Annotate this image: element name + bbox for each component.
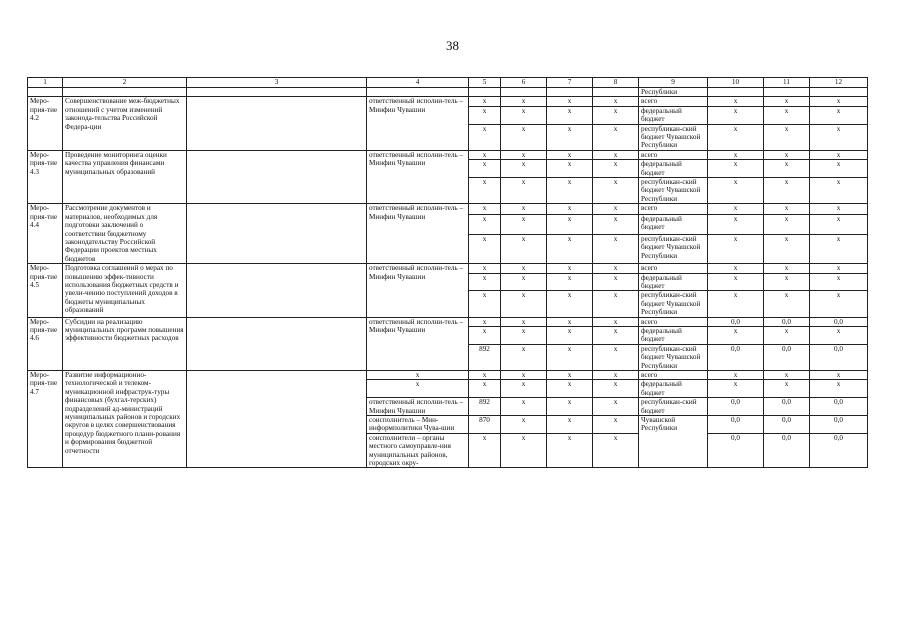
value-cell: x [593, 398, 639, 416]
empty-cell [63, 88, 187, 97]
source-cell: всего [639, 150, 708, 159]
empty-cell [593, 88, 639, 97]
value-cell: x [593, 344, 639, 370]
value-cell: x [708, 264, 764, 273]
value-cell: x [810, 273, 868, 291]
value-cell: x [547, 317, 593, 326]
source-cell: федеральный бюджет [639, 273, 708, 291]
value-cell: x [593, 106, 639, 124]
value-cell: x [593, 178, 639, 204]
value-cell: x [469, 317, 501, 326]
empty-cell [367, 88, 469, 97]
co-executor: соисполнитель – Мин-информполитики Чува-шии [367, 416, 469, 434]
measure-code: Меро-прия-тие 4.3 [28, 150, 63, 203]
empty-cell [187, 264, 367, 317]
value-cell: x [469, 214, 501, 234]
value-cell: x [810, 380, 868, 398]
value-cell: x [593, 380, 639, 398]
empty-cell [187, 88, 367, 97]
budget-code: 892 [469, 398, 501, 416]
empty-cell [708, 88, 764, 97]
value-cell: 0,0 [764, 317, 810, 326]
value-cell: x [764, 97, 810, 106]
value-cell: x [501, 214, 547, 234]
value-cell: x [367, 371, 469, 380]
value-cell: x [501, 398, 547, 416]
value-cell: 0,0 [708, 398, 764, 416]
value-cell: x [708, 204, 764, 215]
value-cell: x [708, 160, 764, 178]
source-cell: республикан-ский бюджет Чувашской Республики [639, 291, 708, 317]
value-cell: x [708, 106, 764, 124]
responsible-executor: ответственный исполни-тель – Минфин Чувашии [367, 317, 469, 370]
table-row [28, 317, 868, 326]
responsible-executor: ответственный исполни-тель – Минфин Чувашии [367, 97, 469, 150]
value-cell: x [593, 317, 639, 326]
col-header: 2 [63, 78, 187, 88]
value-cell: x [501, 317, 547, 326]
value-cell: x [708, 124, 764, 150]
measure-code: Меро-прия-тие 4.4 [28, 204, 63, 264]
value-cell: 0,0 [708, 416, 764, 434]
value-cell: 0,0 [764, 398, 810, 416]
value-cell: x [593, 150, 639, 159]
empty-cell [810, 88, 868, 97]
col-header: 8 [593, 78, 639, 88]
value-cell: x [547, 214, 593, 234]
value-cell: x [469, 291, 501, 317]
value-cell: x [764, 150, 810, 159]
value-cell: x [501, 371, 547, 380]
value-cell: 0,0 [764, 433, 810, 468]
value-cell: x [708, 234, 764, 263]
value-cell: x [764, 214, 810, 234]
value-cell: x [810, 97, 868, 106]
value-cell: x [593, 214, 639, 234]
source-cell: всего [639, 204, 708, 215]
value-cell: x [708, 214, 764, 234]
value-cell: x [547, 97, 593, 106]
value-cell: x [501, 433, 547, 468]
value-cell: 0,0 [708, 433, 764, 468]
value-cell: x [469, 97, 501, 106]
value-cell: x [547, 416, 593, 434]
source-cell: республикан-ский бюджет [639, 398, 708, 416]
value-cell: x [547, 326, 593, 344]
value-cell: x [593, 416, 639, 434]
value-cell: x [593, 264, 639, 273]
value-cell: x [469, 160, 501, 178]
value-cell: x [547, 344, 593, 370]
value-cell: x [810, 160, 868, 178]
value-cell: x [501, 150, 547, 159]
col-header: 9 [639, 78, 708, 88]
value-cell: x [593, 97, 639, 106]
value-cell: x [469, 433, 501, 468]
value-cell: x [764, 380, 810, 398]
value-cell: x [708, 326, 764, 344]
source-cell: всего [639, 317, 708, 326]
empty-cell [187, 371, 367, 468]
table-row [28, 264, 868, 273]
source-cell: республикан-ский бюджет Чувашской Республики [639, 178, 708, 204]
source-cell: всего [639, 97, 708, 106]
value-cell: x [547, 371, 593, 380]
col-header: 5 [469, 78, 501, 88]
source-cell: федеральный бюджет [639, 380, 708, 398]
value-cell: x [501, 291, 547, 317]
value-cell: x [501, 416, 547, 434]
col-header: 7 [547, 78, 593, 88]
value-cell: x [501, 326, 547, 344]
empty-cell [501, 88, 547, 97]
value-cell: 0,0 [810, 344, 868, 370]
value-cell: x [810, 234, 868, 263]
source-cell: федеральный бюджет [639, 214, 708, 234]
table-row [28, 150, 868, 159]
value-cell: x [764, 273, 810, 291]
value-cell: x [764, 234, 810, 263]
table-row [28, 97, 868, 106]
value-cell: x [810, 150, 868, 159]
source-cell: республикан-ский бюджет Чувашской Республики [639, 124, 708, 150]
value-cell: 0,0 [810, 317, 868, 326]
value-cell: 0,0 [810, 398, 868, 416]
value-cell: x [764, 326, 810, 344]
value-cell: x [501, 106, 547, 124]
value-cell: x [501, 344, 547, 370]
table-row [28, 371, 868, 380]
col-header: 12 [810, 78, 868, 88]
measure-name: Проведение мониторинга оценки качества управления финансами муниципальных образований [63, 150, 187, 203]
responsible-executor: ответственный исполни-тель – Минфин Чувашии [367, 150, 469, 203]
value-cell: x [810, 264, 868, 273]
col-header: 3 [187, 78, 367, 88]
value-cell: x [547, 160, 593, 178]
responsible-executor: ответственный исполни-тель – Минфин Чувашии [367, 264, 469, 317]
value-cell: x [469, 380, 501, 398]
responsible-executor: ответственный исполни-тель – Минфин Чувашии [367, 398, 469, 416]
budget-code: 892 [469, 344, 501, 370]
empty-cell [187, 317, 367, 370]
value-cell: x [708, 371, 764, 380]
value-cell: x [469, 124, 501, 150]
value-cell: x [764, 124, 810, 150]
value-cell: x [708, 380, 764, 398]
measure-code: Меро-прия-тие 4.6 [28, 317, 63, 370]
value-cell: x [501, 264, 547, 273]
value-cell: x [547, 234, 593, 263]
value-cell: x [469, 106, 501, 124]
value-cell: x [547, 264, 593, 273]
value-cell: x [764, 178, 810, 204]
value-cell: x [593, 160, 639, 178]
empty-cell [469, 88, 501, 97]
value-cell: x [593, 124, 639, 150]
measure-name: Подготовка соглашений о мерах по повышению эффек-тивности использования бюджетных средств и увели-чению поступлений доходов в бюджеты муниципальных образований [63, 264, 187, 317]
value-cell: x [593, 371, 639, 380]
value-cell: x [469, 150, 501, 159]
value-cell: x [810, 214, 868, 234]
source-cell: республикан-ский бюджет Чувашской Республики [639, 344, 708, 370]
value-cell: x [469, 234, 501, 263]
value-cell: x [810, 291, 868, 317]
value-cell: x [501, 204, 547, 215]
budget-code: 870 [469, 416, 501, 434]
empty-cell [187, 204, 367, 264]
source-cell: Республики [639, 88, 708, 97]
value-cell: x [708, 273, 764, 291]
source-cell: федеральный бюджет [639, 160, 708, 178]
value-cell: x [708, 150, 764, 159]
program-table [27, 77, 868, 468]
header-row [28, 78, 868, 88]
source-cell: федеральный бюджет [639, 106, 708, 124]
value-cell: x [469, 264, 501, 273]
table-row [28, 204, 868, 215]
value-cell: x [547, 433, 593, 468]
value-cell: x [547, 398, 593, 416]
value-cell: x [708, 178, 764, 204]
value-cell: x [547, 106, 593, 124]
value-cell: x [810, 178, 868, 204]
value-cell: x [501, 97, 547, 106]
value-cell: x [764, 106, 810, 124]
value-cell: x [764, 264, 810, 273]
value-cell: x [501, 273, 547, 291]
source-cell: всего [639, 371, 708, 380]
value-cell: x [501, 160, 547, 178]
value-cell: x [547, 291, 593, 317]
value-cell: x [764, 291, 810, 317]
col-header: 4 [367, 78, 469, 88]
value-cell: x [708, 97, 764, 106]
page-number: 38 [446, 38, 459, 53]
value-cell: x [469, 371, 501, 380]
responsible-executor: ответственный исполни-тель – Минфин Чувашии [367, 204, 469, 264]
value-cell: x [593, 204, 639, 215]
measure-code: Меро-прия-тие 4.2 [28, 97, 63, 150]
empty-cell [187, 97, 367, 150]
measure-name: Рассмотрение документов и материалов, необходимых для подготовки заключений о соответствии бюджетному законодательству Российской Федерации проектов местных бюджетов [63, 204, 187, 264]
value-cell: x [593, 273, 639, 291]
value-cell: x [810, 326, 868, 344]
measure-name: Развитие информационно-технологической и телеком-муникационной инфраструк-туры финансовых (бухгал-терских) подразделений ад-министраций муниципальных районов и городских округов в целях совершенствования процедур бюджетного плани-рования и формирования бюджетной отчетности [63, 371, 187, 468]
empty-cell [28, 88, 63, 97]
value-cell: x [547, 204, 593, 215]
measure-code: Меро-прия-тие 4.5 [28, 264, 63, 317]
value-cell: 0,0 [708, 344, 764, 370]
value-cell: x [501, 380, 547, 398]
source-cell: Чувашской Республики [639, 416, 708, 468]
value-cell: 0,0 [764, 344, 810, 370]
value-cell: x [708, 291, 764, 317]
empty-cell [764, 88, 810, 97]
value-cell: x [501, 234, 547, 263]
value-cell: x [810, 106, 868, 124]
empty-cell [547, 88, 593, 97]
table-row [28, 88, 868, 97]
empty-cell [187, 150, 367, 203]
value-cell: x [810, 124, 868, 150]
value-cell: x [367, 380, 469, 398]
value-cell: x [547, 124, 593, 150]
value-cell: x [593, 291, 639, 317]
value-cell: x [547, 273, 593, 291]
value-cell: x [547, 178, 593, 204]
source-cell: республикан-ский бюджет Чувашской Республики [639, 234, 708, 263]
value-cell: x [469, 326, 501, 344]
value-cell: x [764, 371, 810, 380]
co-executor: соисполнители – органы местного самоуправле-ния муниципальных районов, городских окру- [367, 433, 469, 468]
value-cell: x [501, 178, 547, 204]
value-cell: x [469, 273, 501, 291]
col-header: 1 [28, 78, 63, 88]
col-header: 11 [764, 78, 810, 88]
value-cell: x [810, 204, 868, 215]
value-cell: x [764, 160, 810, 178]
value-cell: x [547, 380, 593, 398]
col-header: 6 [501, 78, 547, 88]
value-cell: x [547, 150, 593, 159]
value-cell: x [469, 178, 501, 204]
value-cell: x [593, 433, 639, 468]
value-cell: x [593, 234, 639, 263]
value-cell: x [593, 326, 639, 344]
col-header: 10 [708, 78, 764, 88]
value-cell: 0,0 [764, 416, 810, 434]
measure-code: Меро-прия-тие 4.7 [28, 371, 63, 468]
source-cell: всего [639, 264, 708, 273]
value-cell: 0,0 [810, 433, 868, 468]
value-cell: 0,0 [810, 416, 868, 434]
measure-name: Субсидии на реализацию муниципальных программ повышения эффективности бюджетных расходов [63, 317, 187, 370]
value-cell: x [469, 204, 501, 215]
source-cell: федеральный бюджет [639, 326, 708, 344]
value-cell: x [501, 124, 547, 150]
value-cell: 0,0 [708, 317, 764, 326]
measure-name: Совершенствование меж-бюджетных отношений с учетом изменений законода-тельства Российской Федера-ции [63, 97, 187, 150]
value-cell: x [764, 204, 810, 215]
value-cell: x [810, 371, 868, 380]
